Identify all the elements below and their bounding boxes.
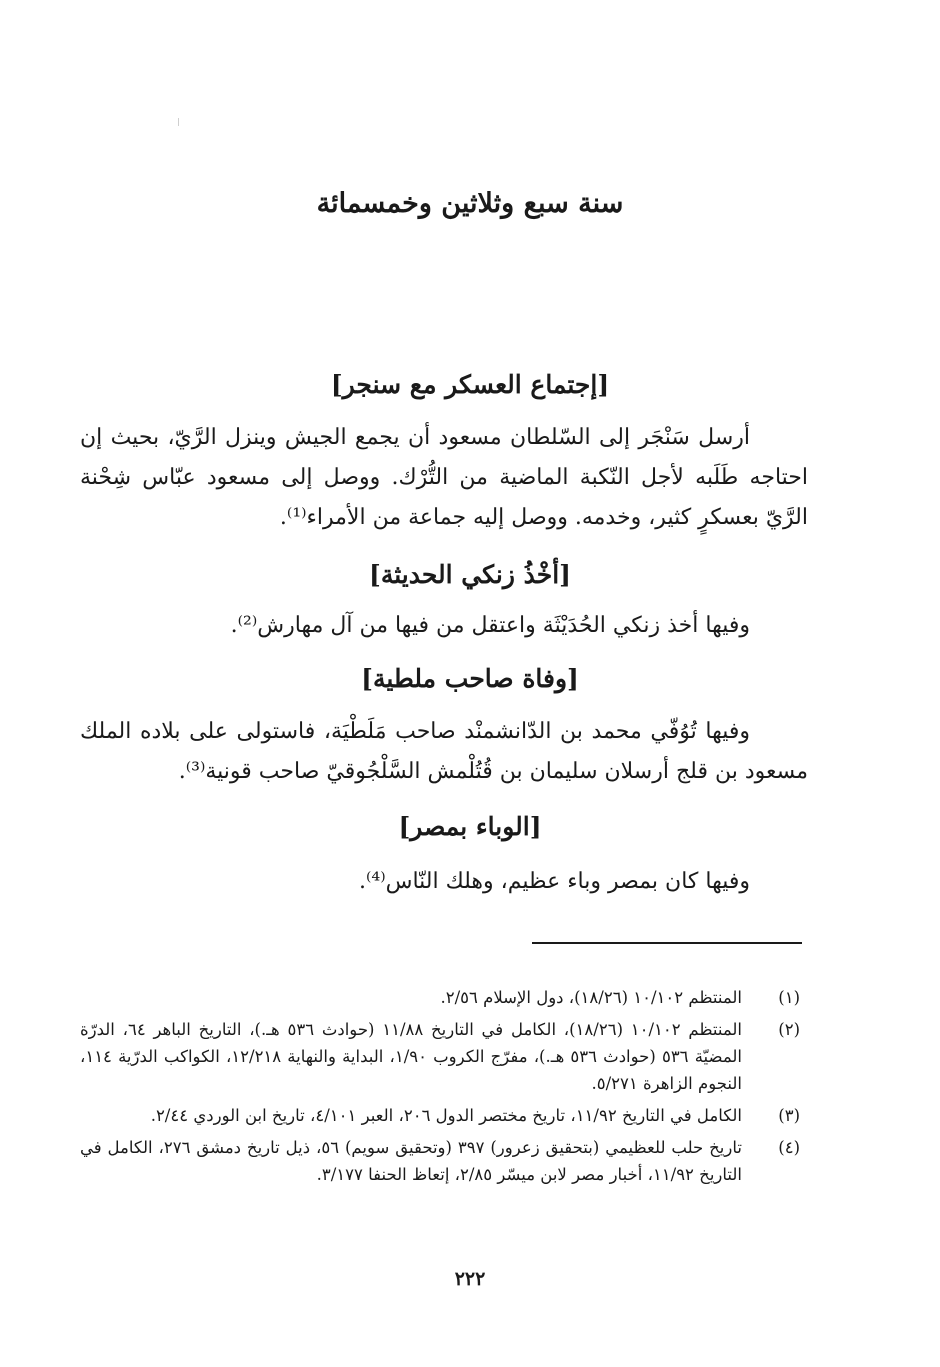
section-heading: [أخْذُ زنكي الحديثة] bbox=[369, 560, 571, 589]
section-paragraph: أرسل سَنْجَر إلى السّلطان مسعود أن يجمع الجيش وينزل الرَّيّ، بحيث إن احتاجه طَلَبه لأجل النّكبة الماضية من التُّرْك. ووصل إلى مسعود عبّاس شِحْنة الرَّيّ بعسكرٍ كثير، وخدمه. ووصل إليه جماعة من الأمراء⁽¹⁾. bbox=[80, 425, 808, 530]
footnote bbox=[80, 1102, 810, 1129]
section-heading: [وفاة صاحب ملطية] bbox=[361, 664, 579, 693]
footnote-number: (٢) bbox=[778, 1020, 800, 1039]
footnote-number: (١) bbox=[778, 988, 800, 1007]
footnotes bbox=[80, 984, 810, 1193]
footnote bbox=[80, 984, 810, 1011]
section-heading: [الوباء بمصر] bbox=[398, 812, 542, 841]
footnote bbox=[80, 1134, 810, 1188]
margin-mark bbox=[178, 118, 179, 126]
section-heading: [إجتماع العسكر مع سنجر] bbox=[330, 370, 610, 399]
section-paragraph: وفيها كان بمصر وباء عظيم، وهلك النّاس⁽⁴⁾. bbox=[358, 869, 750, 894]
page-number: ٢٢٢ bbox=[454, 1268, 486, 1290]
footnote-number: (٤) bbox=[778, 1138, 800, 1157]
footnote-number: (٣) bbox=[778, 1106, 800, 1125]
section-paragraph: وفيها تُوُفّي محمد بن الدّانشمنْد صاحب مَلَطْيَة، فاستولى على بلاده الملك مسعود بن قلج أرسلان سليمان بن قُتُلْمش السَّلْجُوقيّ صاحب قونية⁽³⁾. bbox=[80, 719, 808, 784]
footnote-divider bbox=[532, 942, 802, 944]
footnote-text: الكامل في التاريخ ١١/٩٢، تاريخ مختصر الدول ٢٠٦، العبر ٤/١٠١، تاريخ ابن الوردي ٢/٤٤. bbox=[150, 1106, 742, 1125]
footnote-text: المنتظم ١٠/١٠٢ (١٨/٢٦)، دول الإسلام ٢/٥٦. bbox=[440, 988, 742, 1007]
section-paragraph: وفيها أخذ زنكي الحُدَيْثَة واعتقل من فيها من آل مهارش⁽²⁾. bbox=[230, 613, 750, 638]
footnote bbox=[80, 1016, 810, 1097]
footnote-text: المنتظم ١٠/١٠٢ (١٨/٢٦)، الكامل في التاريخ ١١/٨٨ (حوادث ٥٣٦ هـ.)، التاريخ الباهر ٦٤، الدرّة المضيّة ٥٣٦ (حوادث ٥٣٦ هـ.)، مفرّج الكروب ١/٩٠، البداية والنهاية ١٢/٢١٨، الكواكب الدرّية ١١٤، النجوم الزاهرة ٥/٢٧١. bbox=[80, 1020, 742, 1093]
footnote-text: تاريخ حلب للعظيمي (بتحقيق زعرور) ٣٩٧ (وتحقيق سويم) ٥٦، ذيل تاريخ دمشق ٢٧٦، الكامل في التاريخ ١١/٩٢، أخبار مصر لابن ميسّر ٢/٨٥، إتعاظ الحنفا ٣/١٧٧. bbox=[80, 1138, 742, 1184]
year-title: سنة سبع وثلاثين وخمسمائة bbox=[316, 188, 624, 219]
